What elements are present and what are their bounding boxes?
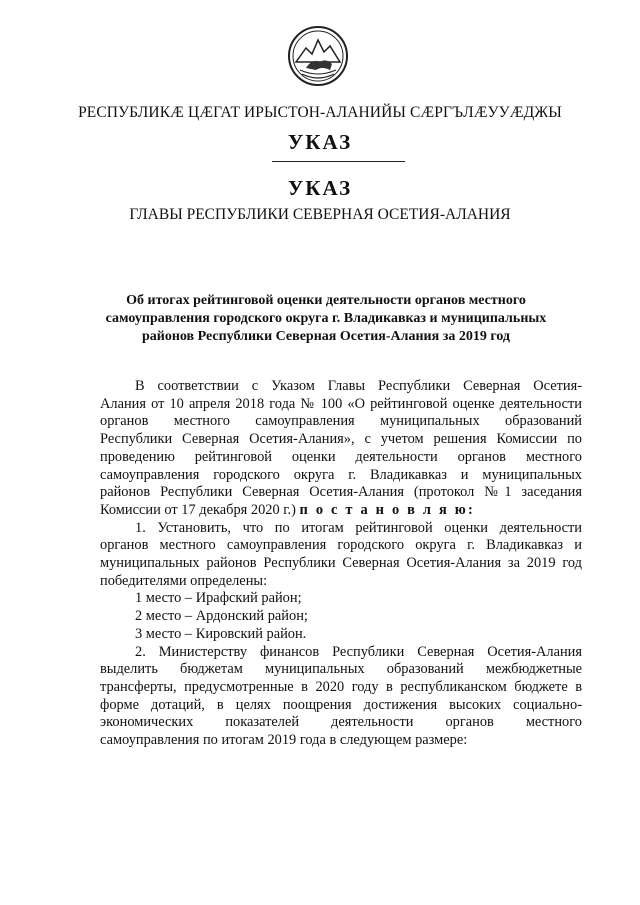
coat-of-arms-emblem (286, 24, 350, 88)
header-russian-line: ГЛАВЫ РЕСПУБЛИКИ СЕВЕРНАЯ ОСЕТИЯ-АЛАНИЯ (129, 206, 511, 223)
preamble-line: проведению рейтинговой оценки деятельности органов местного (100, 448, 582, 465)
preamble-line: Алания от 10 апреля 2018 года № 100 «О рейтинговой оценке деятельности (100, 395, 582, 412)
title-line: Об итогах рейтинговой оценки деятельности органов местного (126, 293, 526, 308)
place-item: 2 место – Ардонский район; (135, 608, 308, 625)
preamble-line: районов Республики Северная Осетия-Алания (протокол №1 заседания (100, 484, 582, 501)
document-title (96, 292, 556, 346)
item2-line: 2. Министерству финансов Республики Северная Осетия-Алания (135, 643, 582, 660)
item2-line: самоуправления по итогам 2019 года в следующем размере: (100, 732, 468, 749)
place-item: 1 место – Ирафский район; (135, 590, 302, 607)
item1-line: 1. Установить, что по итогам рейтинговой оценки деятельности (135, 519, 582, 536)
preamble-line: самоуправления городского округа г. Владикавказ и муниципальных (100, 466, 582, 483)
item1-line: муниципальных районов Республики Северная Осетия-Алания за 2019 год (100, 555, 582, 572)
preamble-line: В соответствии с Указом Главы Республики Северная Осетия- (135, 378, 582, 394)
header-divider (272, 161, 405, 162)
preamble-line: органов местного самоуправления муниципальных образований (100, 413, 582, 430)
item2-line: экономических показателей деятельности органов местного (100, 714, 582, 731)
decree-heading-ossetian: УКАЗ (287, 130, 353, 154)
preamble-last-line (100, 502, 582, 520)
preamble-line: Республики Северная Осетия-Алания», с учетом решения Комиссии по (100, 431, 582, 448)
document-body (100, 378, 582, 750)
title-line: самоуправления городского округа г. Владикавказ и муниципальных (105, 311, 547, 326)
decree-word: п о с т а н о в л я ю: (299, 501, 475, 518)
item2-line: трансферты, предусмотренные в 2020 году в республиканском бюджете в (100, 678, 582, 695)
decree-heading-russian: УКАЗ (287, 176, 353, 200)
item1-line: органов местного самоуправления городского округа г. Владикавказ и (100, 537, 582, 554)
item2-line: форме дотаций, в целях поощрения достижения высоких социально- (100, 696, 582, 713)
header-ossetian-line: РЕСПУБЛИКӔ ЦӔГАТ ИРЫСТОН-АЛАНИЙЫ СӔРГЪЛӔУУӔДЖЫ (78, 104, 562, 121)
item2-line: выделить бюджетам муниципальных образований межбюджетные (100, 661, 582, 678)
preamble-end: Комиссии от 17 декабря 2020 г.) (100, 501, 296, 518)
item1-line: победителями определены: (100, 572, 268, 589)
title-line: районов Республики Северная Осетия-Алания за 2019 год (141, 329, 511, 344)
place-item: 3 место – Кировский район. (135, 625, 307, 642)
